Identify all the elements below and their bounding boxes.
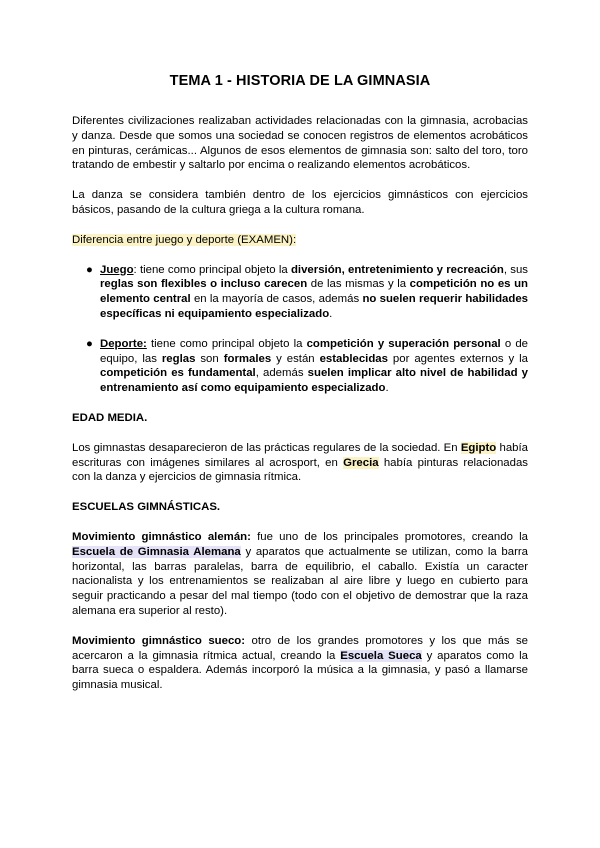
edad-media-text: Los gimnastas desaparecieron de las prácticas regulares de la sociedad. En	[72, 441, 461, 454]
aleman-text: fue uno de los principales promotores, creando la	[250, 530, 528, 543]
document-page	[72, 60, 528, 693]
escuela-alemana-highlight: Escuela de Gimnasia Alemana	[72, 545, 241, 558]
bullet-juego	[72, 263, 528, 322]
juego-deporte-list	[72, 263, 528, 396]
sueco-text: y aparatos como la barra sueca o espaldera. Además incorporó la música a la gimnasia, y pasó a llamarse gimnasia musical.	[72, 649, 528, 692]
deporte-text: tiene como principal objeto la	[146, 337, 307, 350]
sueco-paragraph	[72, 634, 528, 693]
deporte-bold: reglas	[161, 352, 196, 365]
juego-text: .	[329, 307, 333, 320]
bullet-deporte	[72, 337, 528, 396]
sueco-text: otro de los grandes promotores y los que más se acercaron a la gimnasia rítmica actual, creando la	[72, 634, 528, 662]
deporte-text: o de equipo, las	[100, 337, 528, 365]
edad-media-text: había pinturas relacionadas con la danza y ejercicios de gimnasia rítmica.	[72, 456, 528, 484]
danza-paragraph: La danza se considera también dentro de los ejercicios gimnásticos con ejercicios básicos, pasando de la cultura griega a la cultura romana.	[72, 189, 528, 216]
egipto-highlight: Egipto	[460, 441, 497, 454]
deporte-text: por agentes externos y la	[387, 352, 528, 365]
edad-media-paragraph	[72, 441, 528, 485]
deporte-term: Deporte:	[100, 337, 147, 350]
juego-bold: reglas son flexibles o incluso carecen	[100, 278, 308, 291]
juego-bold: no suelen requerir habilidades específicas ni equipamiento especializado	[100, 293, 529, 320]
deporte-text: , además	[255, 367, 308, 380]
deporte-bold: suelen implicar alto nivel de habilidad y entrenamiento así como equipamiento especializado	[100, 367, 528, 395]
juego-text: : tiene como principal objeto la	[133, 263, 291, 276]
aleman-label: Movimiento gimnástico alemán:	[72, 530, 251, 543]
edad-media-text: había escrituras con imágenes similares al acrosport, en	[72, 441, 528, 469]
diferencia-highlight: Diferencia entre juego y deporte (EXAMEN):	[72, 233, 297, 246]
edad-media-heading: EDAD MEDIA.	[72, 411, 148, 424]
aleman-paragraph	[72, 530, 528, 619]
deporte-text: y están	[271, 352, 320, 365]
escuela-sueca-highlight: Escuela Sueca	[340, 649, 422, 662]
deporte-bold: formales	[223, 352, 272, 365]
bullet-icon: ●	[86, 263, 93, 276]
deporte-bold: competición es fundamental	[100, 367, 256, 380]
deporte-text: .	[385, 382, 389, 395]
deporte-bold: competición y superación personal	[306, 337, 501, 350]
intro-paragraph: Diferentes civilizaciones realizaban actividades relacionadas con la gimnasia, acrobacias y danza. Desde que somos una sociedad se conocen registros de elementos acrobáticos en pinturas, cerámicas... Algunos de esos elementos de gimnasia son: salto del toro, toro tratando de embestir y saltarlo por encima o realizando elementos acrobáticos.	[72, 115, 528, 172]
juego-text: , sus	[503, 263, 528, 276]
juego-bold: diversión, entretenimiento y recreación	[290, 263, 504, 276]
juego-text: en la mayoría de casos, además	[190, 293, 363, 306]
sueco-label: Movimiento gimnástico sueco:	[72, 634, 246, 647]
juego-text: de las mismas y la	[307, 278, 410, 291]
deporte-bold: establecidas	[319, 352, 388, 365]
page-title: TEMA 1 - HISTORIA DE LA GIMNASIA	[169, 73, 431, 89]
aleman-text: y aparatos que actualmente se utilizan, como la barra horizontal, las barras paralelas, barra de equilibrio, el caballo. Existía un caracter nacionalista y los entrenamientos se realizaban al aire libre y luego en cubierto para seguir practicando a pesar del mal tiempo (todo con el objetivo de demostrar que la raza alemana era superior al resto).	[72, 545, 529, 617]
bullet-icon: ●	[86, 337, 93, 350]
diferencia-line	[72, 233, 528, 248]
grecia-highlight: Grecia	[343, 456, 379, 469]
deporte-text: son	[195, 352, 224, 365]
juego-term: Juego	[100, 263, 134, 276]
escuelas-heading: ESCUELAS GIMNÁSTICAS.	[72, 501, 221, 514]
juego-bold: competición no es un elemento central	[100, 278, 528, 306]
